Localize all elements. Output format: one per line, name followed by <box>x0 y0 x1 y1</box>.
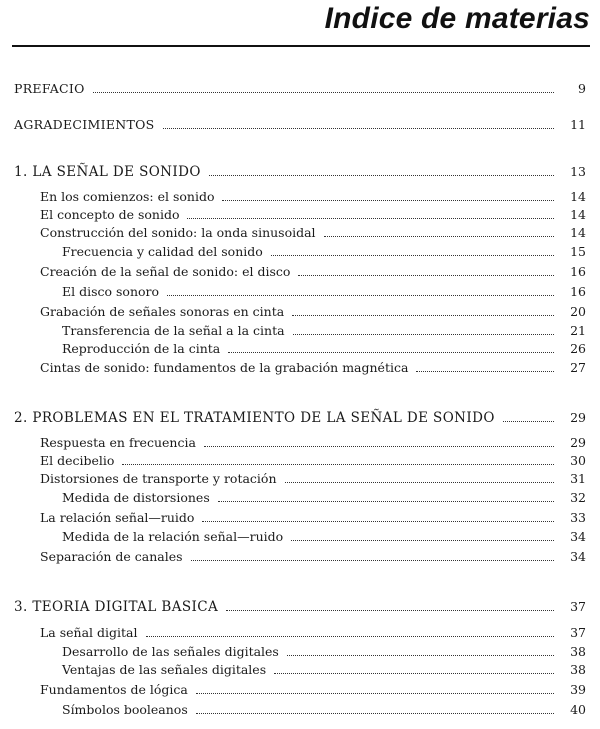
toc-entry-page: 33 <box>570 510 586 525</box>
dot-leader <box>187 218 554 219</box>
toc-entry-agradecimientos[interactable] <box>0 116 600 134</box>
toc-entry-page: 14 <box>570 189 586 204</box>
toc-chapter-1[interactable] <box>0 163 600 181</box>
toc-entry-page: 21 <box>570 323 586 338</box>
toc-subentry[interactable] <box>0 322 600 340</box>
toc-entry-label: El disco sonoro <box>62 284 160 299</box>
toc-subentry[interactable] <box>0 701 600 719</box>
dot-leader <box>196 713 554 714</box>
toc-entry-label: En los comienzos: el sonido <box>40 189 215 204</box>
toc-entry-page: 20 <box>570 304 586 319</box>
toc-entry-label: Creación de la señal de sonido: el disco <box>40 264 291 279</box>
toc-subentry[interactable] <box>0 243 600 261</box>
toc-subentry[interactable] <box>0 528 600 546</box>
toc-entry-page: 39 <box>570 682 586 697</box>
toc-entry[interactable] <box>0 509 600 527</box>
toc-entry-label: La relación señal—ruido <box>40 510 195 525</box>
dot-leader <box>222 200 554 201</box>
toc-entry-page: 26 <box>570 341 586 356</box>
toc-entry-page: 29 <box>570 410 586 425</box>
toc-entry-page: 30 <box>570 453 586 468</box>
toc-entry[interactable] <box>0 359 600 377</box>
toc-entry[interactable] <box>0 681 600 699</box>
toc-entry-label: Medida de distorsiones <box>62 490 210 505</box>
toc-subentry[interactable] <box>0 340 600 358</box>
toc-entry-page: 34 <box>570 549 586 564</box>
dot-leader <box>293 334 554 335</box>
toc-entry-label: AGRADECIMIENTOS <box>14 117 155 132</box>
dot-leader <box>163 128 554 129</box>
toc-entry[interactable] <box>0 224 600 242</box>
toc-entry-page: 16 <box>570 284 586 299</box>
dot-leader <box>218 501 554 502</box>
dot-leader <box>271 255 554 256</box>
dot-leader <box>93 92 554 93</box>
dot-leader <box>291 540 554 541</box>
dot-leader <box>202 521 554 522</box>
toc-entry[interactable] <box>0 434 600 452</box>
dot-leader <box>324 236 554 237</box>
toc-entry-label: 3. TEORIA DIGITAL BASICA <box>14 599 219 615</box>
toc-entry-prefacio[interactable] <box>0 80 600 98</box>
toc-entry-page: 13 <box>570 164 586 179</box>
dot-leader <box>122 464 554 465</box>
toc-entry-label: Símbolos booleanos <box>62 702 188 717</box>
toc-chapter-2[interactable] <box>0 409 600 427</box>
dot-leader <box>298 275 554 276</box>
toc-entry-label: Respuesta en frecuencia <box>40 435 196 450</box>
toc-entry-page: 29 <box>570 435 586 450</box>
toc-chapter-3[interactable] <box>0 598 600 616</box>
dot-leader <box>196 693 554 694</box>
toc-entry-label: Distorsiones de transporte y rotación <box>40 471 277 486</box>
toc-entry-label: Transferencia de la señal a la cinta <box>62 323 285 338</box>
toc-entry[interactable] <box>0 303 600 321</box>
toc-entry[interactable] <box>0 548 600 566</box>
toc-entry-label: Frecuencia y calidad del sonido <box>62 244 263 259</box>
toc-entry-label: Cintas de sonido: fundamentos de la grabación magnética <box>40 360 409 375</box>
toc-entry-page: 14 <box>570 207 586 222</box>
toc-entry-page: 16 <box>570 264 586 279</box>
toc-entry[interactable] <box>0 452 600 470</box>
toc-entry-label: Construcción del sonido: la onda sinusoidal <box>40 225 316 240</box>
dot-leader <box>146 636 555 637</box>
toc-entry-page: 38 <box>570 644 586 659</box>
toc-entry-label: La señal digital <box>40 625 138 640</box>
toc-entry-label: 1. LA SEÑAL DE SONIDO <box>14 164 201 180</box>
toc-entry-label: Medida de la relación señal—ruido <box>62 529 284 544</box>
dot-leader <box>204 446 554 447</box>
toc-entry-page: 38 <box>570 662 586 677</box>
toc-entry-label: 2. PROBLEMAS EN EL TRATAMIENTO DE LA SEÑAL DE SONIDO <box>14 410 495 426</box>
page-title: Indice de materias <box>324 2 590 35</box>
dot-leader <box>285 482 554 483</box>
toc-entry-label: Grabación de señales sonoras en cinta <box>40 304 285 319</box>
toc-entry[interactable] <box>0 188 600 206</box>
toc-entry-label: Fundamentos de lógica <box>40 682 188 697</box>
toc-entry-label: Ventajas de las señales digitales <box>62 662 267 677</box>
toc-entry-label: El concepto de sonido <box>40 207 180 222</box>
toc-entry-label: Desarrollo de las señales digitales <box>62 644 279 659</box>
toc-entry-page: 34 <box>570 529 586 544</box>
toc-entry-label: El decibelio <box>40 453 115 468</box>
toc-entry[interactable] <box>0 624 600 642</box>
toc-entry-label: Separación de canales <box>40 549 183 564</box>
toc-subentry[interactable] <box>0 643 600 661</box>
toc-entry-page: 40 <box>570 702 586 717</box>
toc-entry-page: 37 <box>570 599 586 614</box>
toc-entry-label: PREFACIO <box>14 81 85 96</box>
toc-subentry[interactable] <box>0 283 600 301</box>
dot-leader <box>191 560 554 561</box>
dot-leader <box>287 655 554 656</box>
dot-leader <box>274 673 554 674</box>
toc-entry-label: Reproducción de la cinta <box>62 341 221 356</box>
dot-leader <box>228 352 554 353</box>
toc-entry-page: 27 <box>570 360 586 375</box>
dot-leader <box>416 371 554 372</box>
dot-leader <box>226 610 554 611</box>
toc-entry-page: 31 <box>570 471 586 486</box>
toc-subentry[interactable] <box>0 661 600 679</box>
toc-entry[interactable] <box>0 263 600 281</box>
toc-entry[interactable] <box>0 470 600 488</box>
toc-entry[interactable] <box>0 206 600 224</box>
dot-leader <box>503 421 554 422</box>
dot-leader <box>167 295 554 296</box>
toc-entry-page: 15 <box>570 244 586 259</box>
toc-entry-page: 32 <box>570 490 586 505</box>
toc-entry-page: 11 <box>570 117 586 132</box>
toc-entry-page: 14 <box>570 225 586 240</box>
dot-leader <box>209 175 554 176</box>
toc-entry-page: 9 <box>578 81 586 96</box>
dot-leader <box>292 315 554 316</box>
toc-subentry[interactable] <box>0 489 600 507</box>
toc-entry-page: 37 <box>570 625 586 640</box>
